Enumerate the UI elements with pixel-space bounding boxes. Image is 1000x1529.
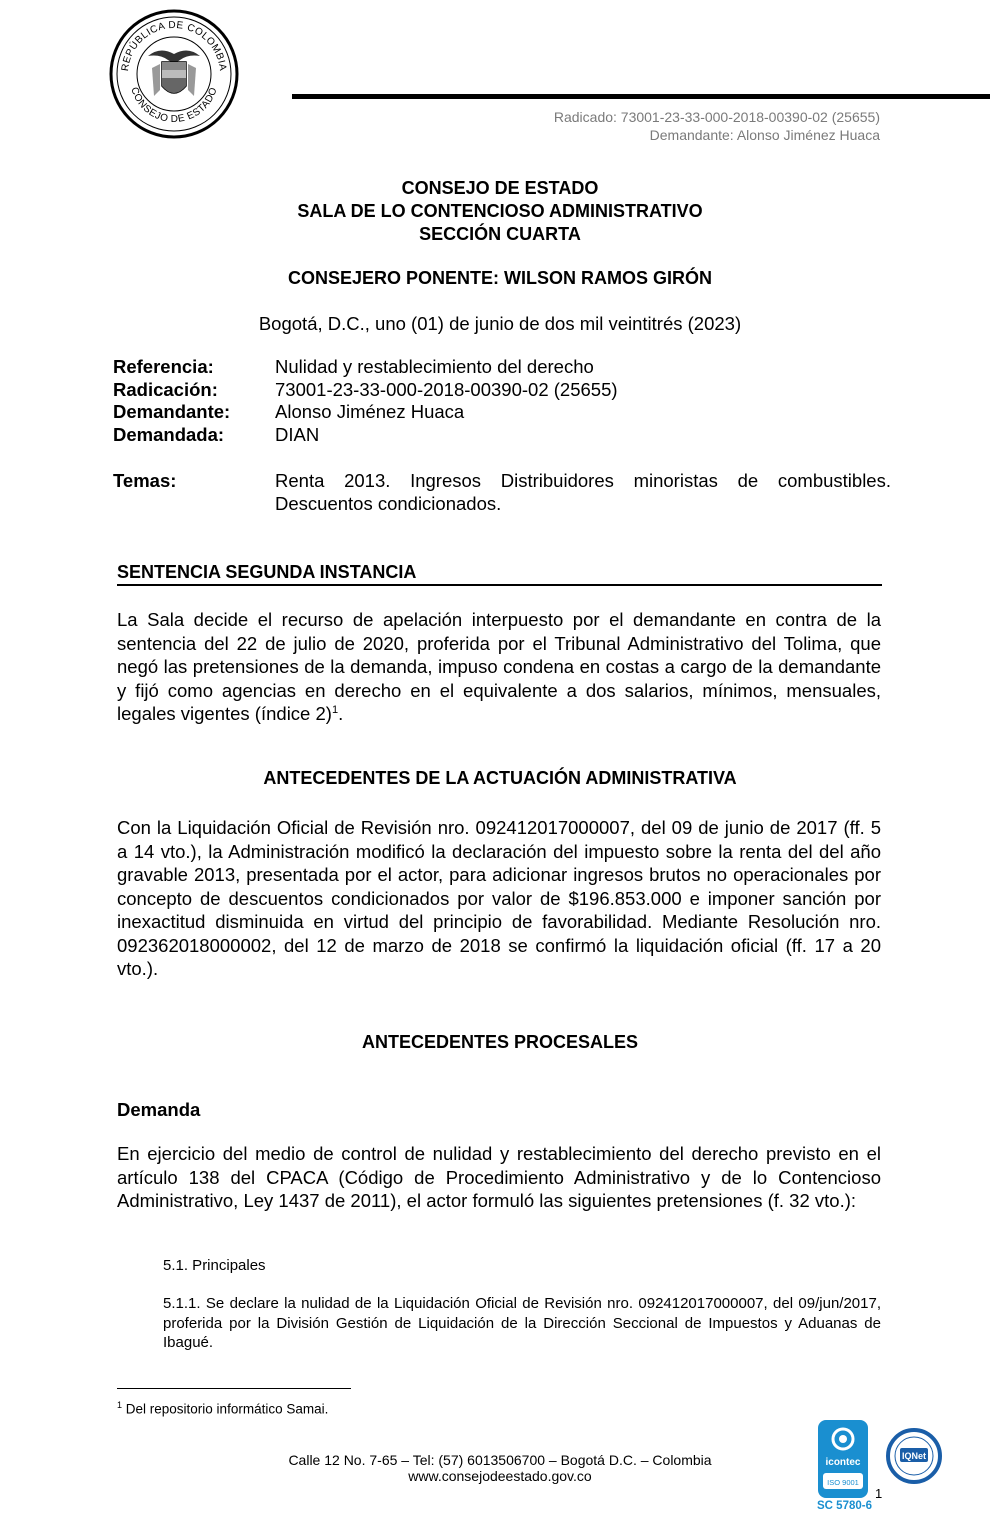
footnote-separator [117,1388,351,1389]
footnote [117,1397,328,1418]
administrative-paragraph: Con la Liquidación Oficial de Revisión nro. 092412017000007, del 09 de junio de 2017 (ff. 5 a 14 vto.), la Administración modificó la declaración del impuesto sobre la renta del del año gravable 2013, presentada por el actor, para adicionar ingresos brutos no operacionales por concepto de descuentos condicionados por valor de $196.853.000 e imponer sanción por inexactitud disminuida en virtud del principio de favorabilidad. Mediante Resolución nro. 092362018000002, del 12 de marzo de 2018 se confirmó la liquidación oficial (ff. 17 a 20 vto.). [117,817,881,979]
svg-text:ISO 9001: ISO 9001 [827,1478,859,1487]
svg-text:icontec: icontec [825,1457,861,1468]
reference-key: Demandada: [113,423,225,445]
reference-key: Demandante: [113,401,231,422]
reference-value: 73001-23-33-000-2018-00390-02 (25655) [275,378,618,400]
header-radicado: Radicado: 73001-23-33-000-2018-00390-02 (25655) [553,109,880,125]
reference-row [113,401,893,424]
reference-value: Nulidad y restablecimiento del derecho [275,356,594,377]
reference-key: Radicación: [113,378,218,400]
quote-pretension: 5.1.1. Se declare la nulidad de la Liquidación Oficial de Revisión nro. 092412017000007, del 09/jun/2017, proferida por la División Gestión de Liquidación de la Dirección Seccional de Impuestos y Aduanas de Ibagué. [163,1295,881,1351]
page-number: 1 [875,1486,883,1501]
footer-website: www.consejodeestado.gov.co [408,1468,592,1484]
reference-value: DIAN [275,423,320,445]
sc-code: SC 5780-6 [817,1500,872,1512]
section-name: SECCIÓN CUARTA [419,224,581,244]
header-demandante: Demandante: Alonso Jiménez Huaca [649,127,880,143]
place-date: Bogotá, D.C., uno (01) de junio de dos mil veintitrés (2023) [258,313,742,334]
sentencia-heading: SENTENCIA SEGUNDA INSTANCIA [117,561,882,586]
svg-text:IQNet: IQNet [901,1451,927,1461]
reference-key: Referencia: [113,356,214,377]
header-rule [292,94,990,99]
iqnet-logo [886,1428,942,1484]
reference-table [113,356,893,446]
running-header [554,108,880,144]
footnote-number: 1 [117,1400,123,1410]
intro-text: La Sala decide el recurso de apelación interpuesto por el demandante en contra de la sentencia del 22 de julio de 2020, proferida por el Tribunal Administrativo del Tolima, que negó las pretensiones de la demanda, impuso condena en costas a cargo de la demandante y fijó como agencias en derecho en el equivalente a dos salarios, mínimos, mensuales, legales vigentes (índice 2) [117,609,881,724]
subheading-demanda: Demanda [117,1099,201,1120]
reference-row [113,379,893,402]
chamber-name: SALA DE LO CONTENCIOSO ADMINISTRATIVO [297,201,703,221]
demanda-paragraph: En ejercicio del medio de control de nulidad y restablecimiento del derecho previsto en el artículo 138 del CPACA (Código de Procedimiento Administrativo y de lo Contencioso Administrativo, Ley 1437 de 2011), el actor formuló las siguientes pretensiones (f. 32 vto.): [117,1143,881,1211]
ponente: CONSEJERO PONENTE: WILSON RAMOS GIRÓN [287,268,713,288]
heading-procesales: ANTECEDENTES PROCESALES [361,1032,639,1052]
intro-paragraph [117,608,881,726]
temas-row [113,469,891,515]
temas-key: Temas: [113,470,177,491]
icontec-logo [817,1419,869,1499]
reference-row [113,356,893,379]
footnote-ref: 1 [331,703,339,716]
svg-text:REPÚBLICA DE COLOMBIA: REPÚBLICA DE COLOMBIA [119,19,228,72]
temas-value: Renta 2013. Ingresos Distribuidores minoristas de combustibles. Descuentos condicionados. [275,470,891,514]
court-name: CONSEJO DE ESTADO [401,178,599,198]
consejo-de-estado-seal [108,8,240,140]
svg-text:CONSEJO DE ESTADO: CONSEJO DE ESTADO [128,85,220,126]
footer-address: Calle 12 No. 7-65 – Tel: (57) 6013506700 – Bogotá D.C. – Colombia [288,1452,712,1468]
intro-end: . [338,703,344,724]
heading-administrative: ANTECEDENTES DE LA ACTUACIÓN ADMINISTRATIVA [263,768,737,788]
reference-value: Alonso Jiménez Huaca [275,401,465,422]
footnote-text: Del repositorio informático Samai. [122,1401,329,1417]
quote-principales: 5.1. Principales [163,1257,266,1274]
reference-row [113,424,893,447]
